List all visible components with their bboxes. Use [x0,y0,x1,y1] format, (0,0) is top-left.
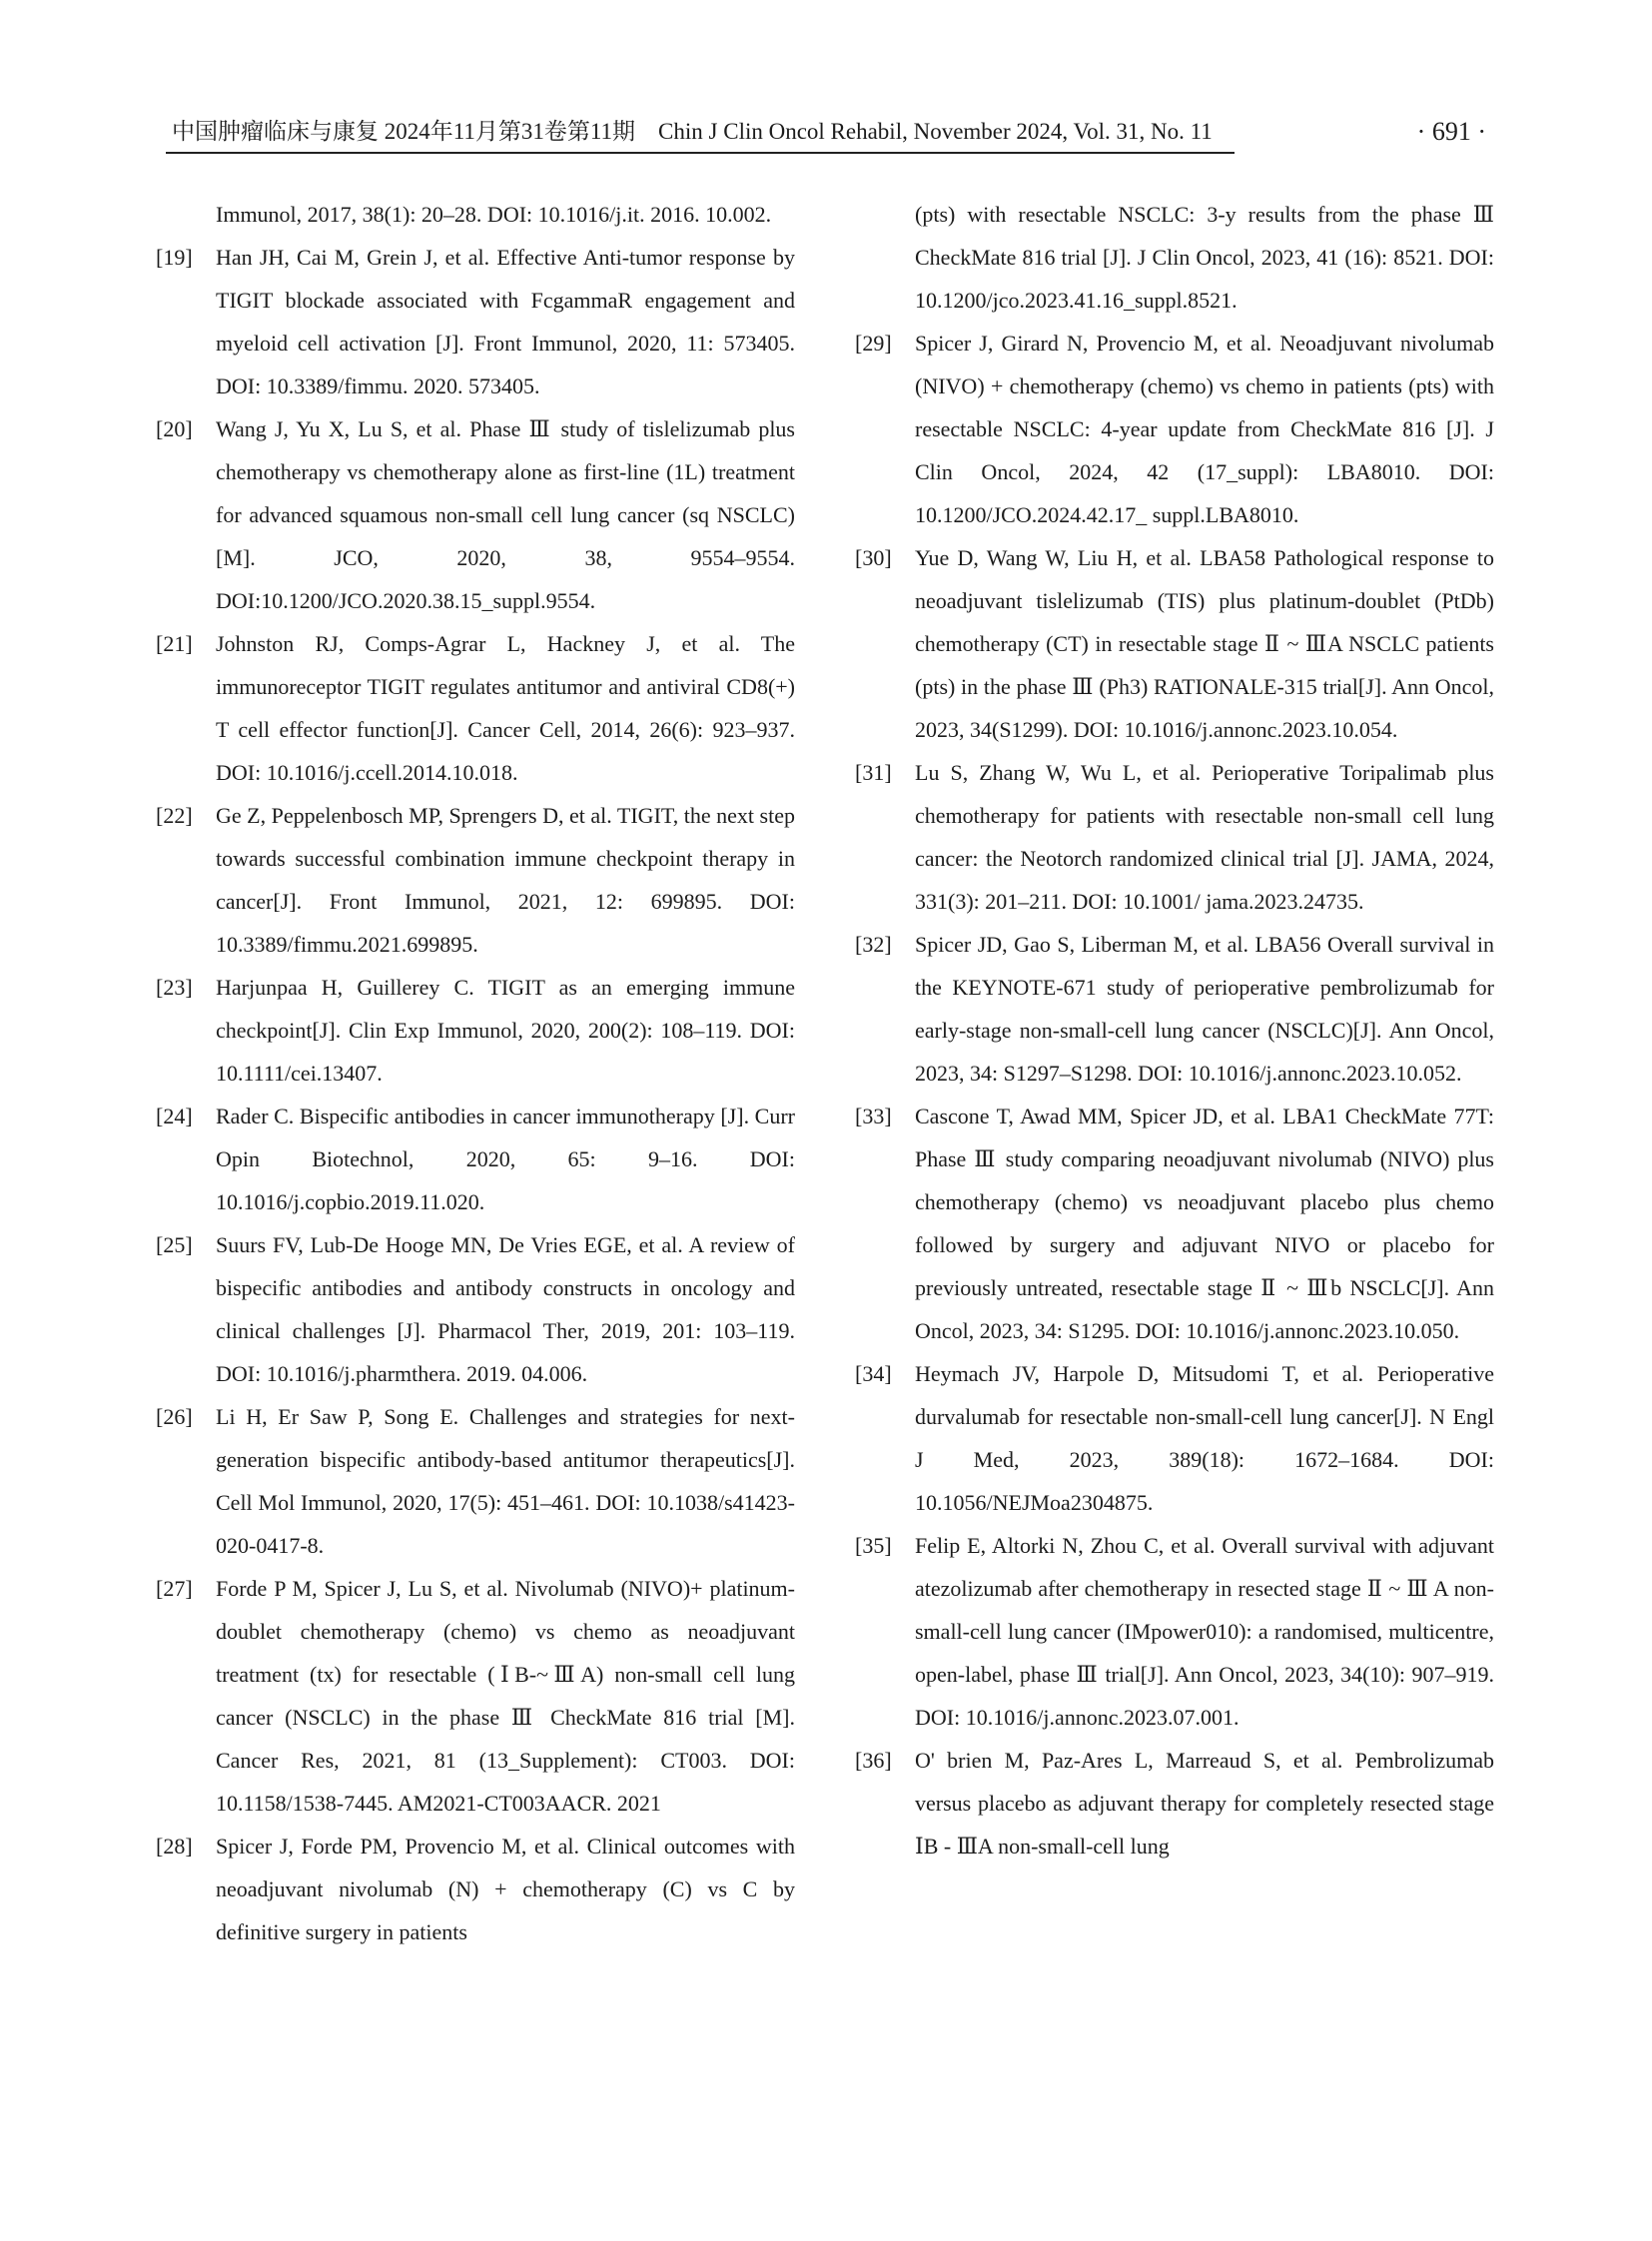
reference-number: [24] [156,1104,193,1128]
reference-entry [855,1095,1494,1352]
header-rule [166,152,1235,154]
reference-entry [855,751,1494,923]
reference-text: Spicer JD, Gao S, Liberman M, et al. LBA56 Overall survival in the KEYNOTE-671 study of perioperative pembrolizumab for early-stage non-small-cell lung cancer (NSCLC)[J]. Ann Oncol, 2023, 34: S1297–S1298. DOI: 10.1016/j.annonc.2023.10.052. [915,932,1494,1086]
reference-text: Lu S, Zhang W, Wu L, et al. Perioperative Toripalimab plus chemotherapy for patients with resectable non-small cell lung cancer: the Neotorch randomized clinical trial [J]. JAMA, 2024, 331(3): 201–211. DOI: 10.1001/ jama.2023.24735. [915,760,1494,914]
reference-number: [19] [156,245,193,270]
journal-header: 中国肿瘤临床与康复 2024年11月第31卷第11期 Chin J Clin Oncol Rehabil, November 2024, Vol. 31, No. 11 [172,119,1213,144]
reference-text: Felip E, Altorki N, Zhou C, et al. Overall survival with adjuvant atezolizumab after chemotherapy in resected stage Ⅱ ~ Ⅲ A non-small-cell lung cancer (IMpower010): a randomised, multicentre, open-label, phase Ⅲ trial[J]. Ann Oncol, 2023, 34(10): 907–919. DOI: 10.1016/j.annonc.2023.07.001. [915,1533,1494,1730]
reference-number: [30] [855,545,892,570]
reference-number: [28] [156,1834,193,1859]
reference-entry [855,1739,1494,1868]
reference-text: Johnston RJ, Comps-Agrar L, Hackney J, et al. The immunoreceptor TIGIT regulates antitumor and antiviral CD8(+) T cell effector function[J]. Cancer Cell, 2014, 26(6): 923–937. DOI: 10.1016/j.ccell.2014.10.018. [216,631,795,785]
reference-entry [156,622,795,794]
reference-entry [156,193,795,236]
reference-entry [855,1524,1494,1739]
reference-entry [855,923,1494,1095]
reference-text: Spicer J, Girard N, Provencio M, et al. Neoadjuvant nivolumab (NIVO) + chemotherapy (chemo) vs chemo in patients (pts) with resectable NSCLC: 4-year update from CheckMate 816 [J]. J Clin Oncol, 2024, 42 (17_suppl): LBA8010. DOI: 10.1200/JCO.2024.42.17_ suppl.LBA8010. [915,331,1494,527]
reference-entry [156,1567,795,1825]
reference-number: [34] [855,1361,892,1386]
reference-entry [156,407,795,622]
reference-number: [20] [156,416,193,441]
reference-text: Heymach JV, Harpole D, Mitsudomi T, et al. Perioperative durvalumab for resectable non-small-cell lung cancer[J]. N Engl J Med, 2023, 389(18): 1672–1684. DOI: 10.1056/NEJMoa2304875. [915,1361,1494,1515]
reference-entry [855,193,1494,322]
reference-number: [36] [855,1748,892,1773]
left-column [156,193,795,1953]
reference-number: [27] [156,1576,193,1601]
page-number: · 691 · [1416,117,1486,146]
reference-entry [855,1352,1494,1524]
reference-entry [156,1095,795,1223]
reference-entry [156,966,795,1095]
reference-number: [31] [855,760,892,785]
reference-number: [33] [855,1104,892,1128]
reference-number: [32] [855,932,892,957]
reference-text: Ge Z, Peppelenbosch MP, Sprengers D, et al. TIGIT, the next step towards successful combination immune checkpoint therapy in cancer[J]. Front Immunol, 2021, 12: 699895. DOI: 10.3389/fimmu.2021.699895. [216,803,795,957]
reference-text: Spicer J, Forde PM, Provencio M, et al. Clinical outcomes with neoadjuvant nivolumab (N) + chemotherapy (C) vs C by definitive surgery in patients [216,1834,795,1944]
reference-text: Rader C. Bispecific antibodies in cancer immunotherapy [J]. Curr Opin Biotechnol, 2020, 65: 9–16. DOI: 10.1016/j.copbio.2019.11.020. [216,1104,795,1214]
reference-text: Cascone T, Awad MM, Spicer JD, et al. LBA1 CheckMate 77T: Phase Ⅲ study comparing neoadjuvant nivolumab (NIVO) plus chemotherapy (chemo) vs neoadjuvant placebo plus chemo followed by surgery and adjuvant NIVO or placebo for previously untreated, resectable stage Ⅱ ~ Ⅲb NSCLC[J]. Ann Oncol, 2023, 34: S1295. DOI: 10.1016/j.annonc.2023.10.050. [915,1104,1494,1343]
reference-entry [156,1825,795,1953]
reference-number: [35] [855,1533,892,1558]
reference-text: O' brien M, Paz-Ares L, Marreaud S, et al. Pembrolizumab versus placebo as adjuvant therapy for completely resected stage ⅠB - ⅢA non-small-cell lung [915,1748,1494,1859]
reference-entry [855,322,1494,536]
reference-number: [29] [855,331,892,356]
reference-text: Li H, Er Saw P, Song E. Challenges and strategies for next-generation bispecific antibody-based antitumor therapeutics[J]. Cell Mol Immunol, 2020, 17(5): 451–461. DOI: 10.1038/s41423-020-0417-8. [216,1404,795,1558]
reference-text: Yue D, Wang W, Liu H, et al. LBA58 Pathological response to neoadjuvant tislelizumab (TIS) plus platinum-doublet (PtDb) chemotherapy (CT) in resectable stage Ⅱ ~ ⅢA NSCLC patients (pts) in the phase Ⅲ (Ph3) RATIONALE-315 trial[J]. Ann Oncol, 2023, 34(S1299). DOI: 10.1016/j.annonc.2023.10.054. [915,545,1494,742]
reference-text: Wang J, Yu X, Lu S, et al. Phase Ⅲ study of tislelizumab plus chemotherapy vs chemotherapy alone as first-line (1L) treatment for advanced squamous non-small cell lung cancer (sq NSCLC) [M]. JCO, 2020, 38, 9554–9554. DOI:10.1200/JCO.2020.38.15_suppl.9554. [216,416,795,613]
reference-number: [22] [156,803,193,828]
running-header [166,112,1486,156]
reference-text: Han JH, Cai M, Grein J, et al. Effective Anti-tumor response by TIGIT blockade associated with FcgammaR engagement and myeloid cell activation [J]. Front Immunol, 2020, 11: 573405. DOI: 10.3389/fimmu. 2020. 573405. [216,245,795,398]
reference-text: Immunol, 2017, 38(1): 20–28. DOI: 10.1016/j.it. 2016. 10.002. [216,202,772,227]
reference-text: Forde P M, Spicer J, Lu S, et al. Nivolumab (NIVO)+ platinum-doublet chemotherapy (chemo) vs chemo as neoadjuvant treatment (tx) for resectable (ⅠB-~ⅢA) non-small cell lung cancer (NSCLC) in the phase Ⅲ CheckMate 816 trial [M]. Cancer Res, 2021, 81 (13_Supplement): CT003. DOI: 10.1158/1538-7445. AM2021-CT003AACR. 2021 [216,1576,795,1816]
reference-entry [156,794,795,966]
reference-number: [21] [156,631,193,656]
reference-entry [156,1395,795,1567]
reference-number: [25] [156,1232,193,1257]
right-column [855,193,1494,1868]
reference-entry [855,536,1494,751]
reference-number: [26] [156,1404,193,1429]
reference-entry [156,236,795,407]
reference-text: Harjunpaa H, Guillerey C. TIGIT as an emerging immune checkpoint[J]. Clin Exp Immunol, 2020, 200(2): 108–119. DOI: 10.1111/cei.13407. [216,975,795,1086]
reference-number: [23] [156,975,193,1000]
reference-entry [156,1223,795,1395]
reference-text: (pts) with resectable NSCLC: 3-y results from the phase Ⅲ CheckMate 816 trial [J]. J Clin Oncol, 2023, 41 (16): 8521. DOI: 10.1200/jco.2023.41.16_suppl.8521. [915,202,1494,313]
reference-text: Suurs FV, Lub-De Hooge MN, De Vries EGE, et al. A review of bispecific antibodies and antibody constructs in oncology and clinical challenges [J]. Pharmacol Ther, 2019, 201: 103–119. DOI: 10.1016/j.pharmthera. 2019. 04.006. [216,1232,795,1386]
